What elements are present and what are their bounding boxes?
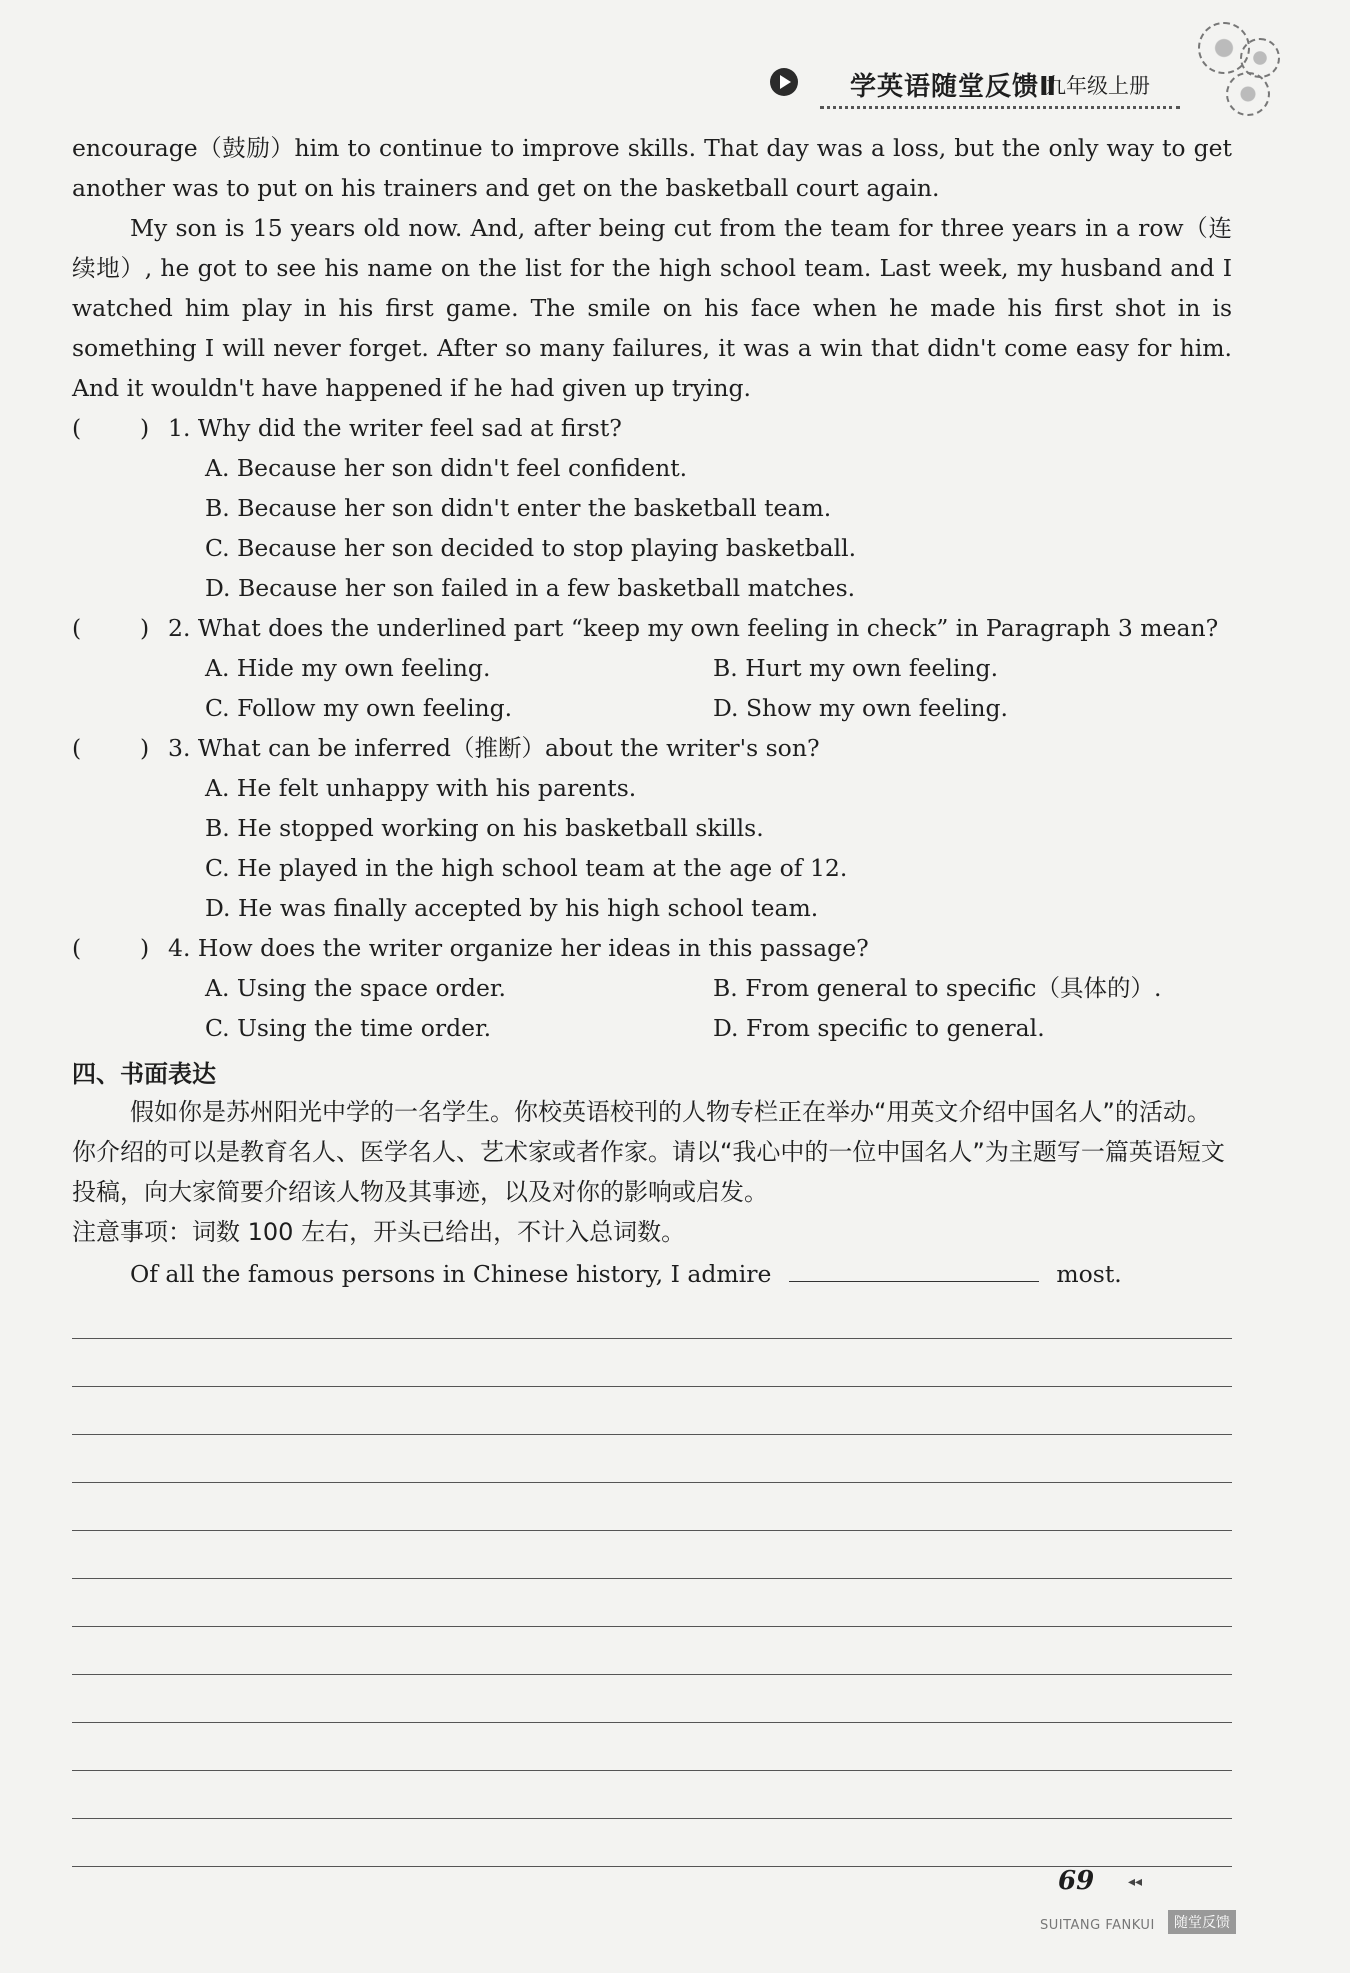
footer-pinyin: SUITANG FANKUI	[1040, 1918, 1155, 1933]
option-d: D. From specific to general.	[713, 1014, 1045, 1042]
question-text: 4. How does the writer organize her ideas in this passage?	[168, 934, 869, 962]
option-d: D. He was finally accepted by his high school team.	[205, 894, 819, 922]
header-divider	[820, 106, 1180, 109]
opening-text: Of all the famous persons in Chinese history, I admire	[130, 1260, 772, 1288]
option-c: C. He played in the high school team at the age of 12.	[205, 854, 848, 882]
answer-bracket-close: )	[140, 934, 150, 962]
passage-paragraph: encourage（鼓励）him to continue to improve skills. That day was a loss, but the only way to get another was to put on his trainers and get on the basketball court again.	[72, 134, 1232, 202]
arrow-left-icon: ◂◂	[1128, 1874, 1143, 1890]
passage-paragraph: My son is 15 years old now. And, after being cut from the team for three years in a row（连续地）, he got to see his name on the list for the high school team. Last week, my husband and I watched him play in his first game. The smile on his face when he made his first shot in is something I will never forget. After so many failures, it was a win that didn't come easy for him. And it wouldn't have happened if he had given up trying.	[72, 214, 1232, 402]
option-b: B. From general to specific（具体的）.	[713, 974, 1162, 1002]
writing-line[interactable]	[72, 1626, 1232, 1627]
writing-line[interactable]	[72, 1770, 1232, 1771]
writing-note: 注意事项：词数 100 左右，开头已给出，不计入总词数。	[72, 1218, 686, 1246]
writing-line[interactable]	[72, 1530, 1232, 1531]
answer-bracket-close: )	[140, 614, 150, 642]
opening-text-end: most.	[1056, 1260, 1122, 1288]
writing-line[interactable]	[72, 1338, 1232, 1339]
writing-line[interactable]	[72, 1722, 1232, 1723]
question-text: 3. What can be inferred（推断）about the writer's son?	[168, 734, 820, 762]
play-icon	[770, 68, 798, 96]
option-a: A. He felt unhappy with his parents.	[205, 774, 637, 802]
writing-line[interactable]	[72, 1434, 1232, 1435]
footer-label: 随堂反馈	[1168, 1910, 1236, 1934]
writing-prompt: 假如你是苏州阳光中学的一名学生。你校英语校刊的人物专栏正在举办“用英文介绍中国名人”的活动。你介绍的可以是教育名人、医学名人、艺术家或者作家。请以“我心中的一位中国名人”为主题写一篇英语短文投稿，向大家简要介绍该人物及其事迹，以及对你的影响或启发。	[72, 1098, 1225, 1206]
option-c: C. Follow my own feeling.	[205, 694, 513, 722]
section-title: 四、书面表达	[72, 1060, 216, 1088]
answer-bracket-open: (	[72, 934, 82, 962]
answer-bracket-close: )	[140, 734, 150, 762]
option-d: D. Show my own feeling.	[713, 694, 1009, 722]
opening-blank[interactable]	[789, 1255, 1039, 1282]
flower-decoration-icon	[1226, 72, 1270, 116]
answer-bracket-open: (	[72, 414, 82, 442]
page-header	[770, 60, 1250, 110]
question-text: 1. Why did the writer feel sad at first?	[168, 414, 622, 442]
option-b: B. Hurt my own feeling.	[713, 654, 999, 682]
option-d: D. Because her son failed in a few basketball matches.	[205, 574, 856, 602]
writing-line[interactable]	[72, 1386, 1232, 1387]
writing-line[interactable]	[72, 1818, 1232, 1819]
option-b: B. Because her son didn't enter the basketball team.	[205, 494, 832, 522]
header-grade: 九年级上册	[1045, 74, 1150, 98]
page-number: 69	[1058, 1866, 1095, 1896]
option-a: A. Because her son didn't feel confident.	[205, 454, 688, 482]
option-a: A. Hide my own feeling.	[205, 654, 491, 682]
answer-bracket-open: (	[72, 734, 82, 762]
writing-line[interactable]	[72, 1674, 1232, 1675]
header-title: 学英语随堂反馈Ⅱ	[850, 72, 1058, 102]
answer-bracket-open: (	[72, 614, 82, 642]
option-a: A. Using the space order.	[205, 974, 507, 1002]
option-c: C. Using the time order.	[205, 1014, 492, 1042]
option-b: B. He stopped working on his basketball skills.	[205, 814, 764, 842]
writing-line[interactable]	[72, 1578, 1232, 1579]
question-text: 2. What does the underlined part “keep my own feeling in check” in Paragraph 3 mean?	[168, 614, 1219, 642]
writing-line[interactable]	[72, 1482, 1232, 1483]
option-c: C. Because her son decided to stop playing basketball.	[205, 534, 857, 562]
writing-opening	[72, 1254, 1232, 1294]
answer-bracket-close: )	[140, 414, 150, 442]
